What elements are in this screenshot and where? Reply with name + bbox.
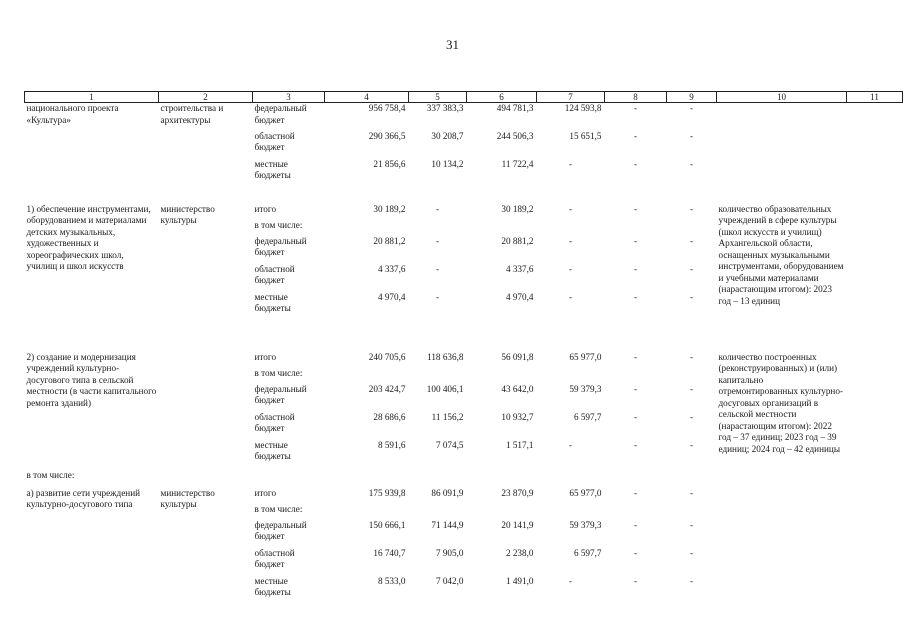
value-2023: 244 506,3 bbox=[496, 130, 534, 141]
value-2026: - bbox=[689, 130, 694, 141]
value-2025: - bbox=[633, 411, 638, 422]
value-2025: - bbox=[633, 487, 638, 498]
funding-source: местные бюджеты bbox=[254, 575, 291, 597]
value-total: 203 424,7 bbox=[368, 383, 406, 394]
funding-source: местные бюджеты bbox=[254, 439, 291, 461]
value-total: 21 856,6 bbox=[373, 158, 406, 169]
value-2023: 30 189,2 bbox=[501, 203, 534, 214]
subitems-label: в том числе: bbox=[26, 470, 75, 480]
measure-name: 2) создание и модернизация учреждений культурно-досугового типа в сельской местности (в части капитального ремонта зданий) bbox=[26, 351, 157, 408]
value-2026: - bbox=[689, 575, 694, 586]
column-header: 5 bbox=[409, 92, 467, 103]
value-2025: - bbox=[633, 519, 638, 530]
value-total: 16 740,7 bbox=[373, 547, 406, 558]
value-2022: 71 144,9 bbox=[431, 519, 464, 530]
value-2025: - bbox=[633, 130, 638, 141]
note-cell bbox=[847, 204, 903, 337]
value-2026: - bbox=[689, 547, 694, 558]
column-header: 9 bbox=[667, 92, 717, 103]
value-2026: - bbox=[689, 439, 694, 450]
value-2022: 100 406,1 bbox=[426, 383, 464, 394]
value-2024: 124 593,8 bbox=[564, 103, 602, 113]
funding-source: итого bbox=[254, 351, 277, 362]
value-total: 290 366,5 bbox=[368, 130, 406, 141]
value-2022: - bbox=[435, 263, 440, 274]
value-2022: 86 091,9 bbox=[431, 487, 464, 498]
value-2026: - bbox=[689, 103, 694, 113]
result-indicator bbox=[717, 488, 847, 604]
value-2022: - bbox=[435, 235, 440, 246]
value-2023: 20 141,9 bbox=[501, 519, 534, 530]
funding-source: федеральный бюджет bbox=[254, 235, 307, 257]
funding-source: областной бюджет bbox=[254, 547, 295, 569]
table-row bbox=[25, 204, 903, 220]
empty-values bbox=[325, 504, 717, 520]
value-2026: - bbox=[689, 291, 694, 302]
value-2023: 10 932,7 bbox=[501, 411, 534, 422]
funding-source: в том числе: bbox=[254, 367, 303, 378]
value-2023: 1 517,1 bbox=[505, 439, 534, 450]
result-indicator: количество образовательных учреждений в сфере культуры (школ искусств и училищ) Архангельской области, оснащенных музыкальными инструментами, оборудованием и учебными материалами (нарастающим итогом): 2023 год – 13 единиц bbox=[718, 203, 844, 306]
budget-table bbox=[24, 91, 903, 604]
table-row bbox=[25, 103, 903, 131]
empty-values bbox=[325, 368, 717, 384]
value-2024: - bbox=[568, 158, 573, 169]
funding-source: федеральный бюджет bbox=[254, 519, 307, 541]
column-header: 4 bbox=[325, 92, 409, 103]
value-2024: - bbox=[568, 575, 573, 586]
value-total: 956 758,4 bbox=[368, 103, 406, 113]
value-2022: 30 208,7 bbox=[431, 130, 464, 141]
value-2022: 10 134,2 bbox=[431, 158, 464, 169]
value-2023: 56 091,8 bbox=[501, 351, 534, 362]
value-2024: 6 597,7 bbox=[573, 547, 602, 558]
value-2024: - bbox=[568, 291, 573, 302]
note-cell bbox=[847, 103, 903, 187]
value-2026: - bbox=[689, 519, 694, 530]
value-2024: 6 597,7 bbox=[573, 411, 602, 422]
value-2025: - bbox=[633, 263, 638, 274]
value-2022: 7 905,0 bbox=[435, 547, 464, 558]
column-numbers-row bbox=[25, 92, 903, 103]
table-row bbox=[25, 488, 903, 504]
value-2025: - bbox=[633, 383, 638, 394]
value-2026: - bbox=[689, 158, 694, 169]
value-total: 28 686,6 bbox=[373, 411, 406, 422]
funding-source: областной бюджет bbox=[254, 263, 295, 285]
funding-source: федеральный бюджет bbox=[254, 383, 307, 405]
funding-source: областной бюджет bbox=[254, 411, 295, 433]
spacer-row bbox=[25, 187, 903, 204]
table-row bbox=[25, 352, 903, 368]
value-2025: - bbox=[633, 203, 638, 214]
funding-source: местные бюджеты bbox=[254, 291, 291, 313]
value-2025: - bbox=[633, 575, 638, 586]
value-2022: - bbox=[435, 203, 440, 214]
value-2023: 4 337,6 bbox=[505, 263, 534, 274]
value-total: 8 533,0 bbox=[377, 575, 406, 586]
value-2026: - bbox=[689, 235, 694, 246]
value-total: 4 970,4 bbox=[377, 291, 406, 302]
value-2022: 7 042,0 bbox=[435, 575, 464, 586]
value-2025: - bbox=[633, 291, 638, 302]
value-2024: - bbox=[568, 235, 573, 246]
value-2023: 1 491,0 bbox=[505, 575, 534, 586]
value-2026: - bbox=[689, 411, 694, 422]
funding-source: областной бюджет bbox=[254, 130, 295, 152]
value-2023: 23 870,9 bbox=[501, 487, 534, 498]
funding-source: в том числе: bbox=[254, 219, 303, 230]
funding-source: местные бюджеты bbox=[254, 158, 291, 180]
value-2022: 118 636,8 bbox=[427, 351, 464, 362]
column-header: 11 bbox=[847, 92, 903, 103]
value-2023: 11 722,4 bbox=[501, 158, 534, 169]
responsible-executor: министерство культуры bbox=[160, 487, 215, 509]
value-2024: 59 379,3 bbox=[569, 519, 602, 530]
value-2024: - bbox=[568, 203, 573, 214]
responsible-executor: строительства и архитектуры bbox=[160, 103, 224, 125]
column-header: 1 bbox=[25, 92, 159, 103]
funding-source: федеральный бюджет bbox=[254, 103, 307, 125]
value-2024: 15 651,5 bbox=[569, 130, 602, 141]
column-header: 8 bbox=[605, 92, 667, 103]
value-2022: 337 383,3 bbox=[426, 103, 464, 113]
value-2023: 20 881,2 bbox=[501, 235, 534, 246]
measure-name: а) развитие сети учреждений культурно-досугового типа bbox=[26, 487, 141, 509]
result-indicator bbox=[717, 103, 847, 187]
value-2024: - bbox=[568, 439, 573, 450]
value-total: 150 666,1 bbox=[368, 519, 406, 530]
value-total: 175 939,8 bbox=[368, 487, 406, 498]
value-2026: - bbox=[689, 203, 694, 214]
measure-name: 1) обеспечение инструментами, оборудованием и материалами детских музыкальных, художественных и хореографических школ, училищ и школ искусств bbox=[26, 203, 151, 271]
column-header: 3 bbox=[253, 92, 325, 103]
column-header: 7 bbox=[537, 92, 605, 103]
value-2025: - bbox=[633, 235, 638, 246]
responsible-executor bbox=[159, 352, 253, 468]
column-header: 10 bbox=[717, 92, 847, 103]
measure-name: национального проекта «Культура» bbox=[26, 103, 119, 125]
responsible-executor: министерство культуры bbox=[160, 203, 215, 225]
page-number: 31 bbox=[446, 37, 459, 52]
value-2026: - bbox=[689, 383, 694, 394]
note-cell bbox=[847, 488, 903, 604]
funding-source: итого bbox=[254, 487, 277, 498]
value-2023: 494 781,3 bbox=[496, 103, 534, 113]
value-total: 30 189,2 bbox=[373, 203, 406, 214]
value-total: 8 591,6 bbox=[377, 439, 406, 450]
value-2025: - bbox=[633, 351, 638, 362]
value-2025: - bbox=[633, 547, 638, 558]
value-total: 240 705,6 bbox=[368, 351, 406, 362]
empty-values bbox=[325, 220, 717, 236]
value-2022: - bbox=[435, 291, 440, 302]
column-header: 6 bbox=[467, 92, 537, 103]
value-2024: - bbox=[568, 263, 573, 274]
value-2025: - bbox=[633, 439, 638, 450]
value-2023: 43 642,0 bbox=[501, 383, 534, 394]
value-2024: 59 379,3 bbox=[569, 383, 602, 394]
value-2022: 7 074,5 bbox=[435, 439, 464, 450]
value-2026: - bbox=[689, 263, 694, 274]
value-2025: - bbox=[633, 158, 638, 169]
column-header: 2 bbox=[159, 92, 253, 103]
value-2023: 2 238,0 bbox=[505, 547, 534, 558]
result-indicator: количество построенных (реконструированных) и (или) капитально отремонтированных культурно-досуговых организаций в сельской местности (нарастающим итогом): 2022 год – 37 единиц; 2023 год – 39 единиц; 2024 год – 42 единицы bbox=[718, 351, 844, 454]
value-total: 4 337,6 bbox=[377, 263, 406, 274]
value-2024: 65 977,0 bbox=[569, 351, 602, 362]
value-2025: - bbox=[633, 103, 638, 113]
value-2026: - bbox=[689, 351, 694, 362]
funding-source: в том числе: bbox=[254, 503, 303, 514]
value-total: 20 881,2 bbox=[373, 235, 406, 246]
value-2026: - bbox=[689, 487, 694, 498]
funding-source: итого bbox=[254, 203, 277, 214]
value-2024: 65 977,0 bbox=[569, 487, 602, 498]
note-cell bbox=[847, 352, 903, 482]
value-2023: 4 970,4 bbox=[505, 291, 534, 302]
spacer-row bbox=[25, 337, 903, 352]
value-2022: 11 156,2 bbox=[431, 411, 464, 422]
